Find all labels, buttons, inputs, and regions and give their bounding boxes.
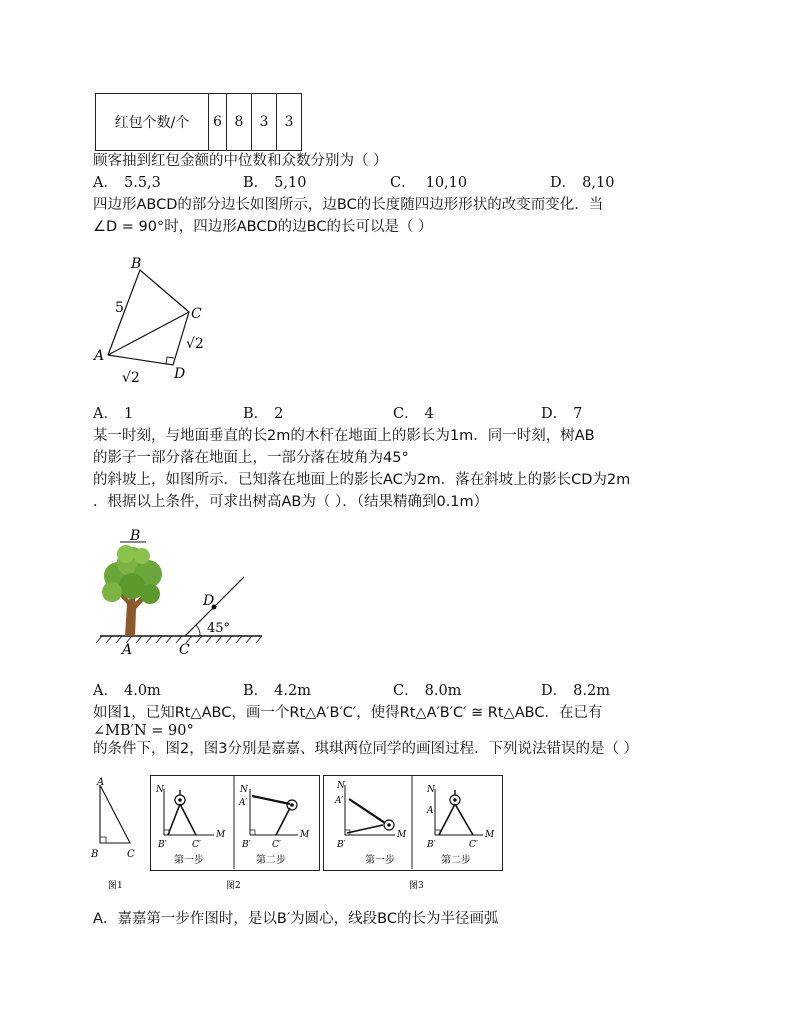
label-B: B [131,256,142,272]
quadrilateral-figure [86,252,216,388]
svg-text:B′: B′ [242,840,251,850]
fig2-step2: 第二步 [256,855,286,866]
option-letter: A． [93,175,118,191]
q2-line1: 四边形ABCD的部分边长如图所示，边BC的长度随四边形形状的改变而变化．当 [93,197,604,213]
svg-text:N: N [240,785,248,795]
label-C: C [191,306,202,322]
option-text: 5.5,3 [123,175,161,191]
label-D: D [203,593,215,609]
option-letter: B． [243,175,269,191]
option-letter: D． [541,406,568,422]
q1-option-b[interactable] [243,174,306,192]
figure-3 [323,775,503,893]
q4-option-a[interactable]: A．嘉嘉第一步作图时，是以B′为圆心，线段BC的长为半径画弧 [93,911,499,927]
svg-text:M: M [300,830,310,840]
q4-line1: 如图1，已知Rt△ABC，画一个Rt△A′B′C′，使得Rt△A′B′C′ ≅ Rt△ABC．在已有 [93,705,603,721]
svg-text:A′: A′ [239,798,248,808]
fig1-caption: 图1 [108,881,123,891]
svg-text:B′: B′ [427,840,436,850]
fig2-caption: 图2 [226,881,241,891]
tree-icon [102,545,162,636]
q1-option-c[interactable] [390,174,467,192]
label-cd: √2 [186,336,204,352]
fig3-step1: 第一步 [365,855,395,866]
label-A: A [94,348,105,364]
q3-line3: 的斜坡上，如图所示．已知落在地面上的影长AC为2m．落在斜坡上的影长CD为2m [93,472,631,488]
option-letter: B． [243,683,269,699]
q2-option-d[interactable] [541,405,582,423]
option-text: 7 [573,406,583,422]
svg-text:C′: C′ [272,840,281,850]
q3-line1: 某一时刻，与地面垂直的长2m的木杆在地面上的影长为1m．同一时刻，树AB [93,428,595,444]
label-B: B [130,528,141,544]
svg-text:C′: C′ [192,840,201,850]
fig3-caption: 图3 [409,881,424,891]
label-C: C [127,849,135,860]
label-ab: 5 [115,300,124,316]
svg-text:A′: A′ [335,796,344,806]
option-letter: B． [243,406,269,422]
option-text: 4 [424,406,434,422]
red-packet-table [95,93,302,151]
q3-option-c[interactable] [393,682,461,700]
label-A: A [122,642,133,658]
table-cell: 6 [209,94,227,151]
svg-text:B′: B′ [337,840,346,850]
label-angle: 45° [207,621,231,636]
option-letter: D． [550,175,577,191]
option-letter: A． [93,683,118,699]
option-letter: C． [393,406,419,422]
label-ad: √2 [122,370,140,386]
svg-text:M: M [397,830,407,840]
label-A: A [97,777,105,788]
svg-text:C′: C′ [469,840,478,850]
figure-1 [88,775,146,893]
svg-text:N: N [337,781,345,791]
q4-line2: ∠MB′N = 90° [93,723,194,739]
option-text: 8,10 [582,175,615,191]
q3-line4: ．根据以上条件，可求出树高AB为（ ）．（结果精确到0.1m） [93,494,489,510]
svg-text:B′: B′ [158,840,167,850]
fig2-step1: 第一步 [174,855,204,866]
label-C: C [179,642,190,658]
q1-option-a[interactable] [93,174,161,192]
fig3-step2: 第二步 [441,855,471,866]
label-D: D [174,366,186,382]
q3-option-a[interactable] [93,682,161,700]
option-text: 8.2m [573,683,610,699]
svg-text:M: M [216,830,226,840]
label-B: B [91,849,99,860]
q3-option-d[interactable] [541,682,610,700]
option-letter: A． [93,406,118,422]
option-text: 2 [274,406,284,422]
table-cell: 3 [277,94,302,151]
table-cell: 3 [252,94,277,151]
q1-option-d[interactable] [550,174,614,192]
option-letter: C． [393,683,419,699]
q1-stem: 顾客抽到红包金额的中位数和众数分别为（ ） [93,153,388,169]
svg-text:M: M [485,830,495,840]
svg-text:N: N [156,785,164,795]
q2-option-a[interactable] [93,405,133,423]
option-text: 5,10 [274,175,307,191]
option-text: 1 [123,406,134,422]
q2-option-c[interactable] [393,405,434,423]
q3-line2: 的影子一部分落在地面上，一部分落在坡角为45° [93,450,409,466]
option-text: 8.0m [424,683,462,699]
tree-slope-figure [92,524,272,662]
q4-line3: 的条件下，图2，图3分别是嘉嘉、琪琪两位同学的画图过程．下列说法错误的是（ ） [93,741,639,757]
table-header-cell: 红包个数/个 [96,94,209,151]
option-text: 4.2m [274,683,311,699]
table-cell: 8 [227,94,252,151]
svg-text:N: N [427,785,435,795]
q3-option-b[interactable] [243,682,311,700]
q2-line2: ∠D = 90°时，四边形ABCD的边BC的长可以是（ ） [93,219,433,235]
figure-2 [150,775,320,893]
option-letter: C． [390,175,416,191]
option-letter: D． [541,683,568,699]
table-row [96,94,302,151]
option-text: 10,10 [425,175,468,191]
option-text: 4.0m [123,683,161,699]
svg-text:A: A [427,806,434,816]
q2-option-b[interactable] [243,405,283,423]
